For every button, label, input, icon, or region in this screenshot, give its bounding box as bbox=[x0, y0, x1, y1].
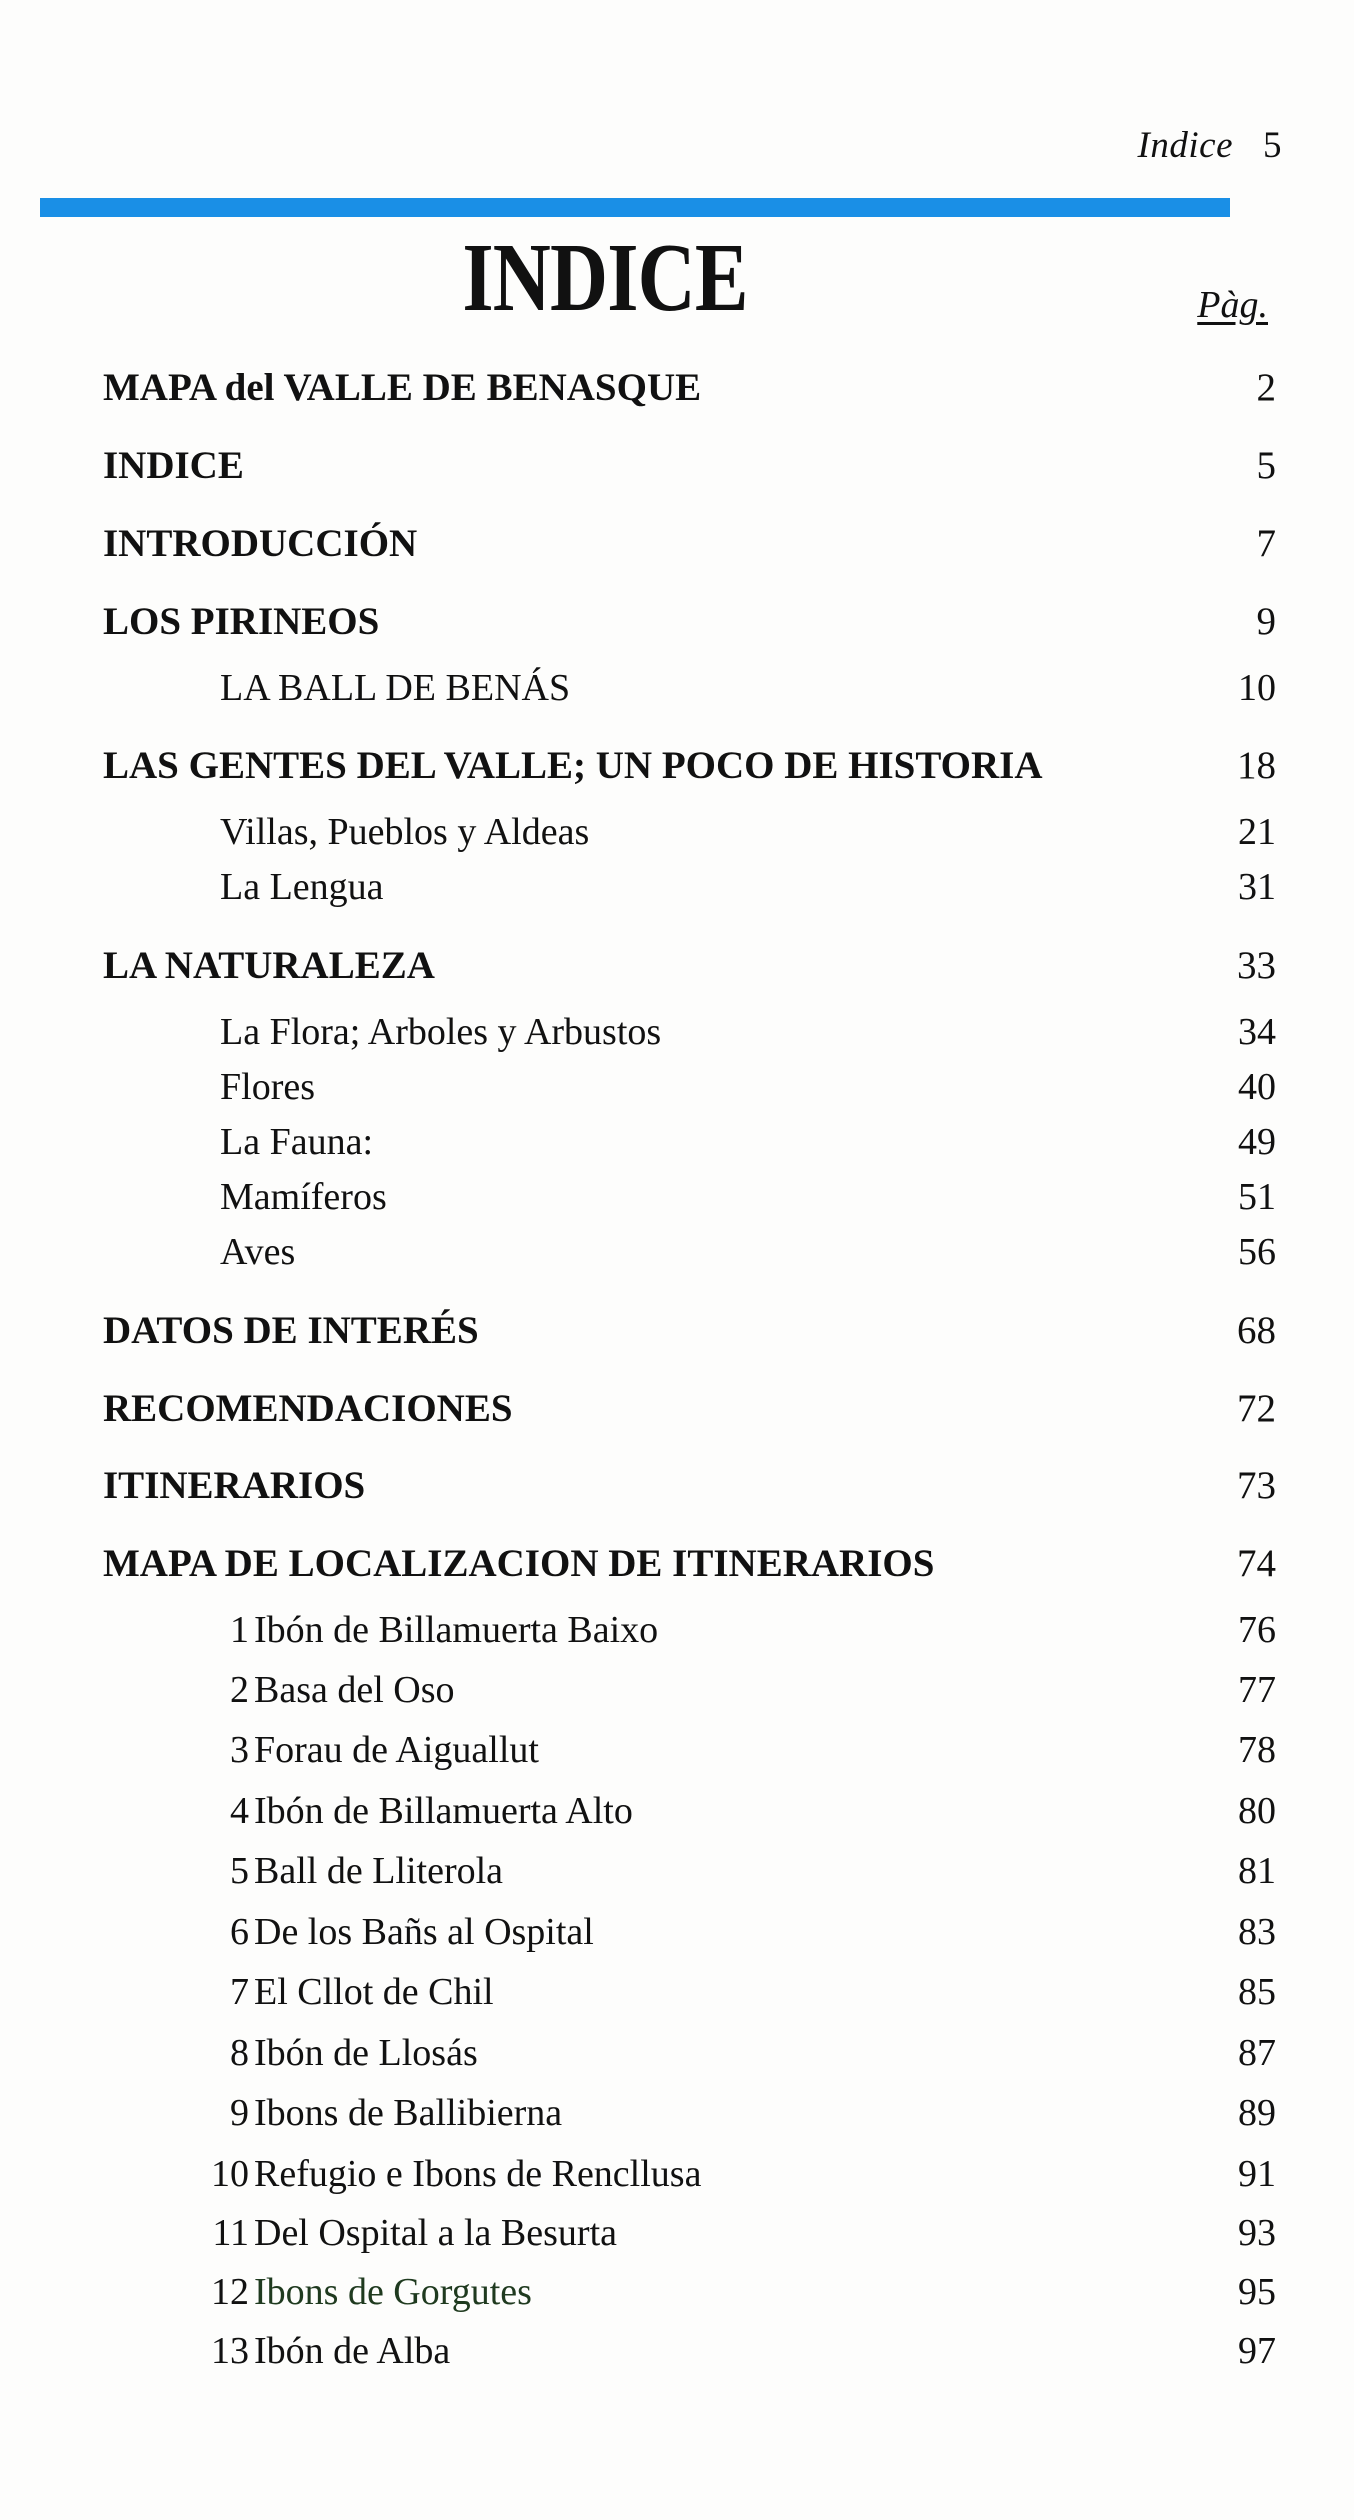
toc-entry bbox=[0, 1308, 1354, 1358]
toc-entry-page: 76 bbox=[1238, 1609, 1276, 1651]
itinerary-title: Ibón de Billamuerta Baixo bbox=[254, 1609, 659, 1651]
toc-entry bbox=[0, 1230, 1354, 1280]
itinerary-title: Ibón de Llosás bbox=[254, 2032, 478, 2074]
toc-entry-title: ITINERARIOS bbox=[103, 1464, 366, 1507]
toc-entry-page: 18 bbox=[1237, 744, 1276, 787]
toc-entry bbox=[0, 1120, 1354, 1170]
toc-entry-page: 95 bbox=[1238, 2271, 1276, 2313]
toc-entry bbox=[0, 1010, 1354, 1060]
itinerary-number: 1 bbox=[230, 1609, 249, 1651]
toc-entry-title: DATOS DE INTERÉS bbox=[103, 1309, 479, 1352]
toc-entry bbox=[0, 2031, 1354, 2081]
toc-entry bbox=[0, 2091, 1354, 2141]
toc-entry-page: 9 bbox=[1256, 600, 1276, 643]
toc-entry bbox=[0, 810, 1354, 860]
toc-entry bbox=[0, 2211, 1354, 2261]
toc-entry-title: LOS PIRINEOS bbox=[103, 600, 380, 643]
toc-entry-title: Flores bbox=[220, 1066, 315, 1108]
itinerary-number: 10 bbox=[211, 2153, 249, 2195]
toc-entry-page: 7 bbox=[1256, 522, 1276, 565]
itinerary-number: 6 bbox=[230, 1911, 249, 1953]
toc-entry bbox=[0, 865, 1354, 915]
toc-entry-title: LAS GENTES DEL VALLE; UN POCO DE HISTORIA bbox=[103, 744, 1043, 787]
toc-entry bbox=[0, 2329, 1354, 2379]
toc-entry bbox=[0, 943, 1354, 993]
itinerary-title: Basa del Oso bbox=[254, 1669, 455, 1711]
toc-entry-page: 93 bbox=[1238, 2212, 1276, 2254]
toc-entry-title: La Flora; Arboles y Arbustos bbox=[220, 1011, 662, 1053]
page-column-label: Pàg. bbox=[1197, 284, 1268, 326]
toc-entry-title: RECOMENDACIONES bbox=[103, 1387, 513, 1430]
toc-entry bbox=[0, 443, 1354, 493]
toc-entry bbox=[0, 1668, 1354, 1718]
toc-entry bbox=[0, 1970, 1354, 2020]
itinerary-title: Ibons de Ballibierna bbox=[254, 2092, 563, 2134]
itinerary-number: 12 bbox=[211, 2271, 249, 2313]
toc-entry-page: 2 bbox=[1256, 366, 1276, 409]
toc-entry-page: 97 bbox=[1238, 2330, 1276, 2372]
toc-entry-title: LA BALL DE BENÁS bbox=[220, 667, 571, 709]
toc-entry bbox=[0, 1789, 1354, 1839]
itinerary-number: 8 bbox=[230, 2032, 249, 2074]
toc-entry-title: Mamíferos bbox=[220, 1176, 387, 1218]
toc-entry-title: La Lengua bbox=[220, 866, 384, 908]
toc-entry bbox=[0, 365, 1354, 415]
toc-entry bbox=[0, 1728, 1354, 1778]
toc-entry bbox=[0, 1608, 1354, 1658]
itinerary-number: 2 bbox=[230, 1669, 249, 1711]
toc-entry-title: Aves bbox=[220, 1231, 296, 1273]
toc-entry-page: 5 bbox=[1256, 444, 1276, 487]
toc-entry-title: LA NATURALEZA bbox=[103, 944, 435, 987]
toc-entry bbox=[0, 1910, 1354, 1960]
toc-entry-page: 77 bbox=[1238, 1669, 1276, 1711]
itinerary-title: Forau de Aiguallut bbox=[254, 1729, 539, 1771]
itinerary-number: 4 bbox=[230, 1790, 249, 1832]
toc-entry-page: 73 bbox=[1237, 1464, 1276, 1507]
toc-entry-title: La Fauna: bbox=[220, 1121, 374, 1163]
itinerary-number: 13 bbox=[211, 2330, 249, 2372]
itinerary-title: Ibons de Gorgutes bbox=[254, 2271, 532, 2313]
itinerary-title: Refugio e Ibons de Rencllusa bbox=[254, 2153, 702, 2195]
toc-entry bbox=[0, 2270, 1354, 2320]
toc-entry-page: 68 bbox=[1237, 1309, 1276, 1352]
toc-entry-page: 34 bbox=[1238, 1011, 1276, 1053]
toc-entry-page: 74 bbox=[1237, 1542, 1276, 1585]
itinerary-number: 7 bbox=[230, 1971, 249, 2013]
itinerary-title: Del Ospital a la Besurta bbox=[254, 2212, 618, 2254]
running-header-page-number: 5 bbox=[1263, 125, 1282, 166]
itinerary-title: Ibón de Billamuerta Alto bbox=[254, 1790, 633, 1832]
toc-entry-page: 49 bbox=[1238, 1121, 1276, 1163]
toc-entry-page: 31 bbox=[1238, 866, 1276, 908]
toc-entry-page: 91 bbox=[1238, 2153, 1276, 2195]
itinerary-number: 3 bbox=[230, 1729, 249, 1771]
toc-entry-page: 89 bbox=[1238, 2092, 1276, 2134]
toc-entry bbox=[0, 1463, 1354, 1513]
toc-entry bbox=[0, 743, 1354, 793]
toc-entry bbox=[0, 1849, 1354, 1899]
toc-entry bbox=[0, 1065, 1354, 1115]
toc-entry bbox=[0, 1541, 1354, 1591]
toc-entry-page: 87 bbox=[1238, 2032, 1276, 2074]
toc-entry-page: 33 bbox=[1237, 944, 1276, 987]
toc-entry-page: 21 bbox=[1238, 811, 1276, 853]
toc-entry-page: 81 bbox=[1238, 1850, 1276, 1892]
toc-entry-page: 78 bbox=[1238, 1729, 1276, 1771]
itinerary-number: 5 bbox=[230, 1850, 249, 1892]
toc-entry-title: Villas, Pueblos y Aldeas bbox=[220, 811, 590, 853]
itinerary-title: El Cllot de Chil bbox=[254, 1971, 494, 2013]
toc-entry-page: 72 bbox=[1237, 1387, 1276, 1430]
toc-entry-page: 80 bbox=[1238, 1790, 1276, 1832]
itinerary-number: 11 bbox=[212, 2212, 249, 2254]
itinerary-number: 9 bbox=[230, 2092, 249, 2134]
toc-entry-page: 85 bbox=[1238, 1971, 1276, 2013]
toc-entry bbox=[0, 666, 1354, 716]
toc-entry bbox=[0, 1175, 1354, 1225]
toc-entry-title: MAPA del VALLE DE BENASQUE bbox=[103, 366, 702, 409]
toc-entry-page: 40 bbox=[1238, 1066, 1276, 1108]
running-header-section: Indice bbox=[1137, 125, 1233, 166]
toc-entry-page: 83 bbox=[1238, 1911, 1276, 1953]
toc-entry bbox=[0, 521, 1354, 571]
toc-entry bbox=[0, 2152, 1354, 2202]
itinerary-title: Ball de Lliterola bbox=[254, 1850, 504, 1892]
toc-entry bbox=[0, 599, 1354, 649]
toc-entry-page: 51 bbox=[1238, 1176, 1276, 1218]
itinerary-title: Ibón de Alba bbox=[254, 2330, 451, 2372]
toc-entry-title: INTRODUCCIÓN bbox=[103, 522, 418, 565]
itinerary-title: De los Bañs al Ospital bbox=[254, 1911, 594, 1953]
page-title: INDICE bbox=[462, 224, 748, 332]
toc-entry bbox=[0, 1386, 1354, 1436]
toc-entry-title: MAPA DE LOCALIZACION DE ITINERARIOS bbox=[103, 1542, 935, 1585]
toc-entry-page: 56 bbox=[1238, 1231, 1276, 1273]
toc-entry-page: 10 bbox=[1238, 667, 1276, 709]
toc-entry-title: INDICE bbox=[103, 444, 244, 487]
